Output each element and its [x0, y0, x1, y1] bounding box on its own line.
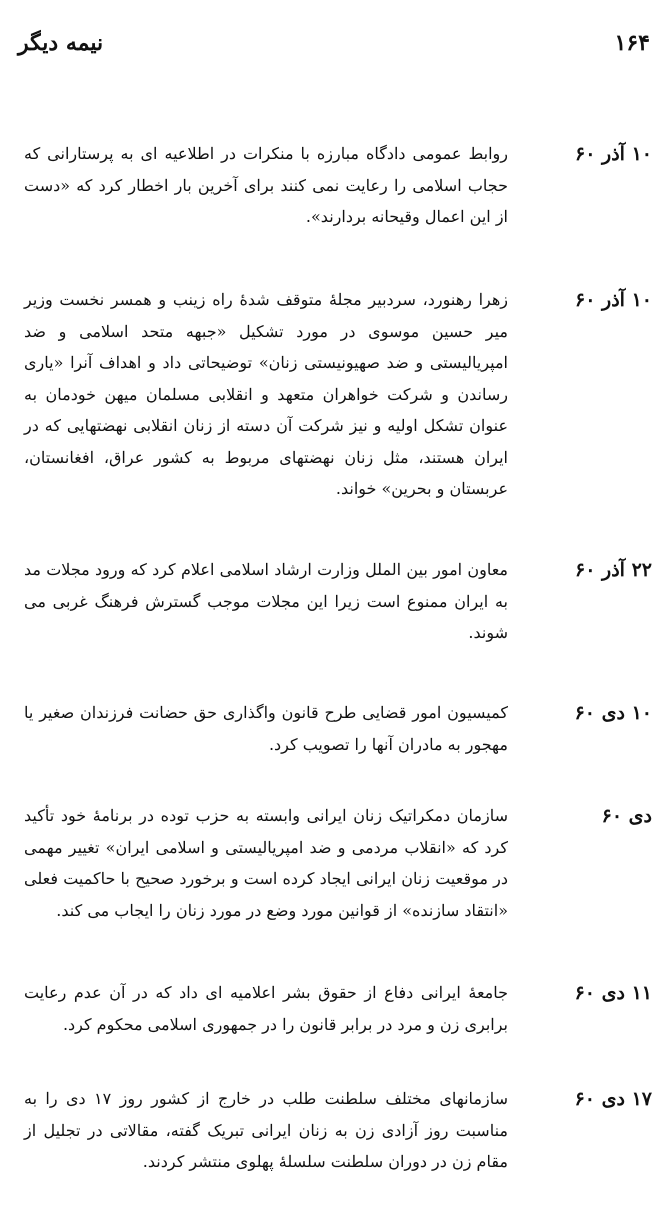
entry-text: جامعهٔ ایرانی دفاع از حقوق بشر اعلامیه ای داد که در آن عدم رعایت برابری زن و مرد در برابر قانون را در جمهوری اسلامی محکوم کرد.: [24, 983, 508, 1034]
chronology-entry: [16, 554, 656, 649]
page-header: [18, 30, 650, 56]
chronology-entry: [16, 697, 656, 760]
entry-date: ۱۰ آذر ۶۰: [575, 143, 652, 165]
entry-text: کمیسیون امور قضایی طرح قانون واگذاری حق حضانت فرزندان صغیر یا مهجور به مادران آنها را تصویب کرد.: [24, 703, 508, 754]
entry-date: ۱۷ دی ۶۰: [574, 1088, 652, 1110]
chronology-entry: [16, 977, 656, 1040]
entry-text: سازمانهای مختلف سلطنت طلب در خارج از کشور روز ۱۷ دی را به مناسبت روز آزادی زن به زنان ایرانی تبریک گفته، مقالاتی در تجلیل از مقام زن در دوران سلطنت سلسلهٔ پهلوی منتشر کردند.: [24, 1089, 509, 1171]
entry-date: دی ۶۰: [601, 805, 652, 827]
entry-text: سازمان دمکراتیک زنان ایرانی وابسته به حزب توده در برنامهٔ خود تأکید کرد که «انقلاب مردمی و ضد امپریالیستی و اسلامی ایران» تغییر مهمی در موقعیت زنان ایرانی ایجاد کرده است و برخورد صحیح با حاکمیت فعلی «انتقاد سازنده» از قوانین مورد وضع در مورد زنان را ایجاب می کند.: [24, 806, 508, 920]
chronology-entry: [16, 284, 656, 505]
entry-text: معاون امور بین الملل وزارت ارشاد اسلامی اعلام کرد که ورود مجلات مد به ایران ممنوع است زیرا این مجلات موجب گسترش فرهنگ غربی می شوند.: [24, 560, 508, 642]
running-title: نیمه دیگر: [18, 30, 104, 56]
entry-date: ۲۲ آذر ۶۰: [575, 559, 652, 581]
page-number: ۱۶۴: [614, 30, 650, 56]
chronology-entry: [16, 1083, 656, 1178]
entry-text: روابط عمومی دادگاه مبارزه با منکرات در اطلاعیه ای به پرستارانی که حجاب اسلامی را رعایت نمی کنند برای آخرین بار اخطار کرد که «دست از این اعمال وقیحانه بردارند».: [24, 144, 508, 226]
entry-date: ۱۰ دی ۶۰: [574, 702, 652, 724]
entry-date: ۱۰ آذر ۶۰: [575, 289, 652, 311]
chronology-entry: [16, 138, 656, 233]
chronology-entry: [16, 800, 656, 926]
entry-text: زهرا رهنورد، سردبیر مجلهٔ متوقف شدهٔ راه زینب و همسر نخست وزیر میر حسین موسوی در مورد تشکیل «جبهه متحد اسلامی و ضد امپریالیستی و ضد صهیونیستی زنان» توضیحاتی داد و اهداف آنرا «یاری رساندن و شرکت خواهران متعهد و انقلابی مسلمان میهن خودمان به عنوان تشکل اولیه و نیز شرکت آن دسته از زنان انقلابی نهضتهایی که در ایران هستند، مثل زنان نهضتهای مربوط به کشور عراق، افغانستان، عربستان و بحرین» خواند.: [24, 290, 509, 498]
entry-date: ۱۱ دی ۶۰: [574, 982, 652, 1004]
